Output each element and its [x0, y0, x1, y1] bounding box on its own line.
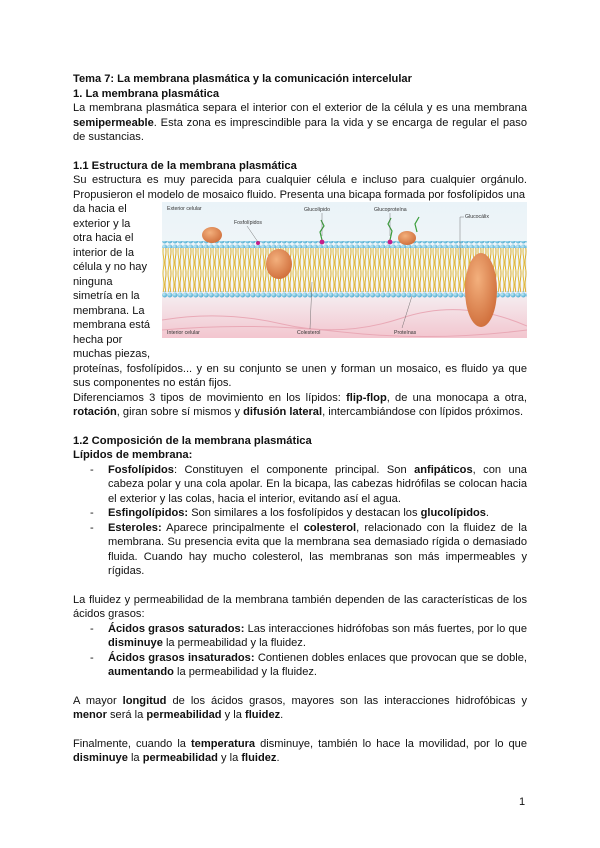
- fatty-acid-list: [73, 622, 527, 680]
- outer-leaflet-heads: [162, 241, 527, 248]
- movement-paragraph: Diferenciamos 3 tipos de movimiento en los lípidos: flip-flop, de una monocapa a otra, rotación, giran sobre sí mismos y difusión lateral, intercambiándose con lípidos próximos.: [73, 391, 527, 418]
- section-1-2-heading: 1.2 Composición de la membrana plasmática: [73, 434, 312, 447]
- figure-block: [73, 202, 527, 362]
- label-exterior: Exterior celular: [167, 206, 202, 212]
- section-1-paragraph: La membrana plasmática separa el interior con el exterior de la célula y es una membrana semipermeable. Esta zona es imprescindible para la vida y se encarga de regular el paso de sustancias.: [73, 102, 527, 143]
- page-content: [73, 72, 527, 766]
- list-item-fosfolipidos: - Fosfolípidos: Constituyen el componente principal. Son anfipáticos, con una cabeza polar y una cola apolar. En la bicapa, las cabezas hidrófilas se colocan hacia el exterior y las colas, hacia el interior, evitando así el agua.: [90, 463, 527, 505]
- label-glucoproteina: Glucoproteína: [374, 207, 407, 213]
- structure-paragraph-2: proteínas, fosfolípidos... y en su conjunto se unen y forman un mosaico, es fluido ya que sus componentes no están fijos.: [73, 362, 527, 389]
- section-1-1-heading: 1.1 Estructura de la membrana plasmática: [73, 159, 297, 172]
- label-interior: Interior celular: [167, 330, 200, 336]
- peripheral-protein-right: [398, 231, 416, 245]
- peripheral-protein: [202, 227, 222, 243]
- temperature-paragraph: Finalmente, cuando la temperatura disminuye, también lo hace la movilidad, por lo que disminuye la permeabilidad y la fluidez.: [73, 737, 527, 764]
- label-fosfolipidos: Fosfolípidos: [234, 220, 262, 226]
- document-title: Tema 7: La membrana plasmática y la comunicación intercelular: [73, 73, 412, 85]
- integral-protein-right: [465, 253, 497, 327]
- structure-paragraph-1: Su estructura es muy parecida para cualquier célula e incluso para cualquier orgánulo. Propusieron el modelo de mosaico fluido. Presenta una bicapa formada por fosfolípidos una: [73, 174, 527, 201]
- lipid-list: [73, 463, 527, 579]
- label-glucocalix: Glucocálix: [465, 214, 489, 220]
- list-item-esfingolipidos: - Esfingolípidos: Son similares a los fosfolípidos y destacan los glucolípidos.: [90, 507, 490, 519]
- label-proteinas: Proteínas: [394, 330, 417, 336]
- lipids-subheading: Lípidos de membrana:: [73, 449, 193, 461]
- wrapped-text-column: da hacia el exterior y la otra hacia el interior de la célula y no hay ninguna simetría en la membrana. La membrana está hecha por muchas piezas,: [73, 203, 151, 360]
- section-1-heading: 1. La membrana plasmática: [73, 87, 220, 100]
- integral-protein-left: [266, 249, 292, 279]
- fluidity-paragraph: La fluidez y permeabilidad de la membrana también dependen de las características de los ácidos grasos:: [73, 593, 527, 620]
- label-colesterol: Colesterol: [297, 330, 321, 336]
- list-item-esteroles: - Esteroles: Aparece principalmente el colesterol, relacionado con la fluidez de la membrana. Su presencia evita que la membrana sea demasiado rígida o demasiado fluida. Cuando hay mucho colesterol, las membranas son más impermeables y rígidas.: [90, 521, 527, 577]
- label-glucolipido: Glucolípido: [304, 207, 330, 213]
- page-number: 1: [519, 796, 526, 808]
- list-item-insaturados: - Ácidos grasos insaturados: Contienen dobles enlaces que provocan que se doble, aumentando la permeabilidad y la fluidez.: [90, 651, 527, 678]
- membrane-diagram: [162, 202, 527, 338]
- list-item-saturados: - Ácidos grasos saturados: Las interacciones hidrófobas son más fuertes, por lo que disminuye la permeabilidad y la fluidez.: [90, 622, 527, 649]
- length-paragraph: A mayor longitud de los ácidos grasos, mayores son las interacciones hidrofóbicas y menor será la permeabilidad y la fluidez.: [73, 694, 527, 721]
